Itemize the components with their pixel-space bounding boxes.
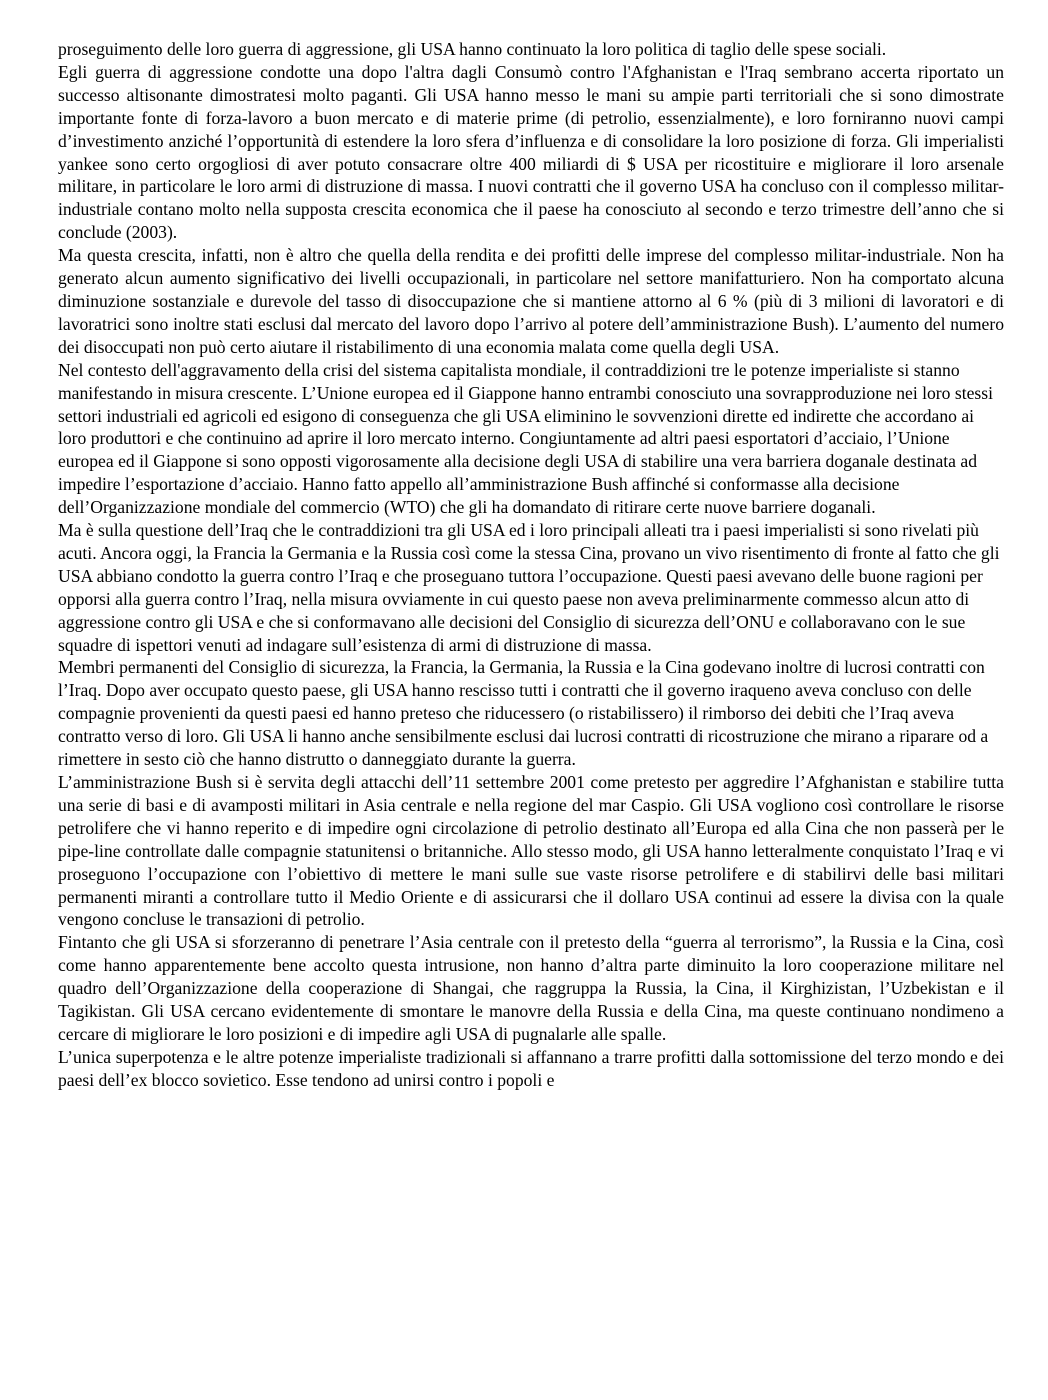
paragraph-6: Membri permanenti del Consiglio di sicurezza, la Francia, la Germania, la Russia e la Cina godevano inoltre di lucrosi contratti con l’Iraq. Dopo aver occupato questo paese, gli USA hanno rescisso tutti i contratti che il governo iraqueno aveva concluso con delle compagnie provenienti da questi paesi ed hanno preteso che riducessero (o ristabilissero) il rimborso dei debiti che l’Iraq aveva contratto verso di loro. Gli USA li hanno anche sensibilmente esclusi dai lucrosi contratti di ricostruzione che mirano a riparare od a rimettere in sesto ciò che hanno distrutto o danneggiato durante la guerra.: [58, 657, 989, 770]
paragraph-5: Ma è sulla questione dell’Iraq che le contraddizioni tra gli USA ed i loro principali alleati tra i paesi imperialisti si sono rivelati più acuti. Ancora oggi, la Francia la Germania e la Russia così come la stessa Cina, provano un vivo risentimento di fronte al fatto che gli USA abbiano condotto la guerra contro l’Iraq e che proseguano tuttora l’occupazione. Questi paesi avevano delle buone ragioni per opporsi alla guerra contro l’Iraq, nella misura ovviamente in cui questo paese non aveva preliminarmente commesso alcun atto di aggressione contro gli USA e che si conformavano alle decisioni del Consiglio di sicurezza dell’ONU e collaboravano con le sue squadre di ispettori venuti ad indagare sull’esistenza di armi di distruzione di massa.: [58, 520, 1000, 655]
paragraph-3: Ma questa crescita, infatti, non è altro che quella della rendita e dei profitti delle imprese del complesso militar-industriale. Non ha generato alcun aumento significativo dei livelli occupazionali, in particolare nel settore manifatturiero. Non ha comportato alcuna diminuzione sostanziale e durevole del tasso di disoccupazione che si mantiene attorno al 6 % (più di 3 milioni di lavoratori e di lavoratrici sono inoltre stati esclusi dal mercato del lavoro dopo l’arrivo al potere dell’amministrazione Bush). L’aumento del numero dei disoccupati non può certo aiutare il ristabilimento di una economia malata come quella degli USA.: [58, 245, 1004, 357]
paragraph-2: Egli guerra di aggressione condotte una dopo l'altra dagli Consumò contro l'Afghanistan e l'Iraq sembrano accerta riportato un successo altisonante dimostratesi molto paganti. Gli USA hanno messo le mani su ampie parti territoriali che si sono dimostrate importante fonte di forza-lavoro a buon mercato e di materie prime (di petrolio, essenzialmente), e loro forniranno nuovi campi d’investimento anziché l’opportunità di estendere la loro sfera d’influenza e di consolidare la loro posizione di forza. Gli imperialisti yankee sono certo orgogliosi di aver potuto consacrare oltre 400 miliardi di $ USA per ricostituire e migliorare il loro arsenale militare, in particolare le loro armi di distruzione di massa. I nuovi contratti che il governo USA ha concluso con il complesso militar-industriale contano molto nella supposta crescita economica che il paese ha conosciuto al secondo e terzo trimestre dell’anno che si conclude (2003).: [58, 61, 1004, 243]
paragraph-4: Nel contesto dell'aggravamento della crisi del sistema capitalista mondiale, il contraddizioni tre le potenze imperialiste si stanno manifestando in misura crescente. L’Unione europea ed il Giappone hanno entrambi conosciuto una sovrapproduzione nei loro stessi settori industriali ed agricoli ed esigono di conseguenza che gli USA eliminino le sovvenzioni dirette ed indirette che accordano ai loro produttori e che continuino ad aprire il loro mercato interno. Congiuntamente ad altri paesi esportatori d’acciaio, l’Unione europea ed il Giappone si sono opposti vigorosamente alla decisione degli USA di stabilire una vera barriera doganale destinata ad impedire l’esportazione d’acciaio. Hanno fatto appello all’amministrazione Bush affinché si conformasse alla decisione dell’Organizzazione mondiale del commercio (WTO) che gli ha domandato di ritirare certe nuove barriere doganali.: [58, 359, 993, 518]
paragraph-9: L’unica superpotenza e le altre potenze imperialiste tradizionali si affannano a trarre profitti dalla sottomissione del terzo mondo e dei paesi dell’ex blocco sovietico. Esse tendono ad unirsi contro i popoli e: [58, 1046, 1004, 1090]
paragraph-7: L’amministrazione Bush si è servita degli attacchi dell’11 settembre 2001 come pretesto per aggredire l’Afghanistan e stabilire tutta una serie di basi e di avamposti militari in Asia centrale e nella regione del mar Caspio. Gli USA vogliono così controllare le risorse petrolifere che vi hanno reperito e di impedire ogni circolazione di petrolio destinato all’Europa ed alla Cina che non passerà per le pipe-line controllate dalle compagnie statunitensi o britanniche. Allo stesso modo, gli USA hanno letteralmente conquistato l’Iraq e vi proseguono l’occupazione con l’obiettivo di mettere le mani sulle sue vaste risorse petrolifere e di stabilirvi delle basi militari permanenti miranti a controllare tutto il Medio Oriente e di assicurarsi che il dollaro USA continui ad essere la divisa con la quale vengono concluse le transazioni di petrolio.: [58, 772, 1004, 930]
paragraph-1: proseguimento delle loro guerra di aggressione, gli USA hanno continuato la loro politica di taglio delle spese sociali.: [58, 39, 887, 59]
paragraph-8: Fintanto che gli USA si sforzeranno di penetrare l’Asia centrale con il pretesto della “guerra al terrorismo”, la Russia e la Cina, così come hanno apparentemente bene accolto questa intrusione, non hanno d’altra parte diminuito la loro cooperazione militare nel quadro dell’Organizzazione della cooperazione di Shangai, che raggruppa la Russia, la Cina, il Kirghizistan, l’Uzbekistan e il Tagikistan. Gli USA cercano evidentemente di smontare le manovre della Russia e della Cina, ma queste continuano nondimeno a cercare di migliorare le loro posizioni e di impedire agli USA di pugnalarle alle spalle.: [58, 932, 1004, 1044]
